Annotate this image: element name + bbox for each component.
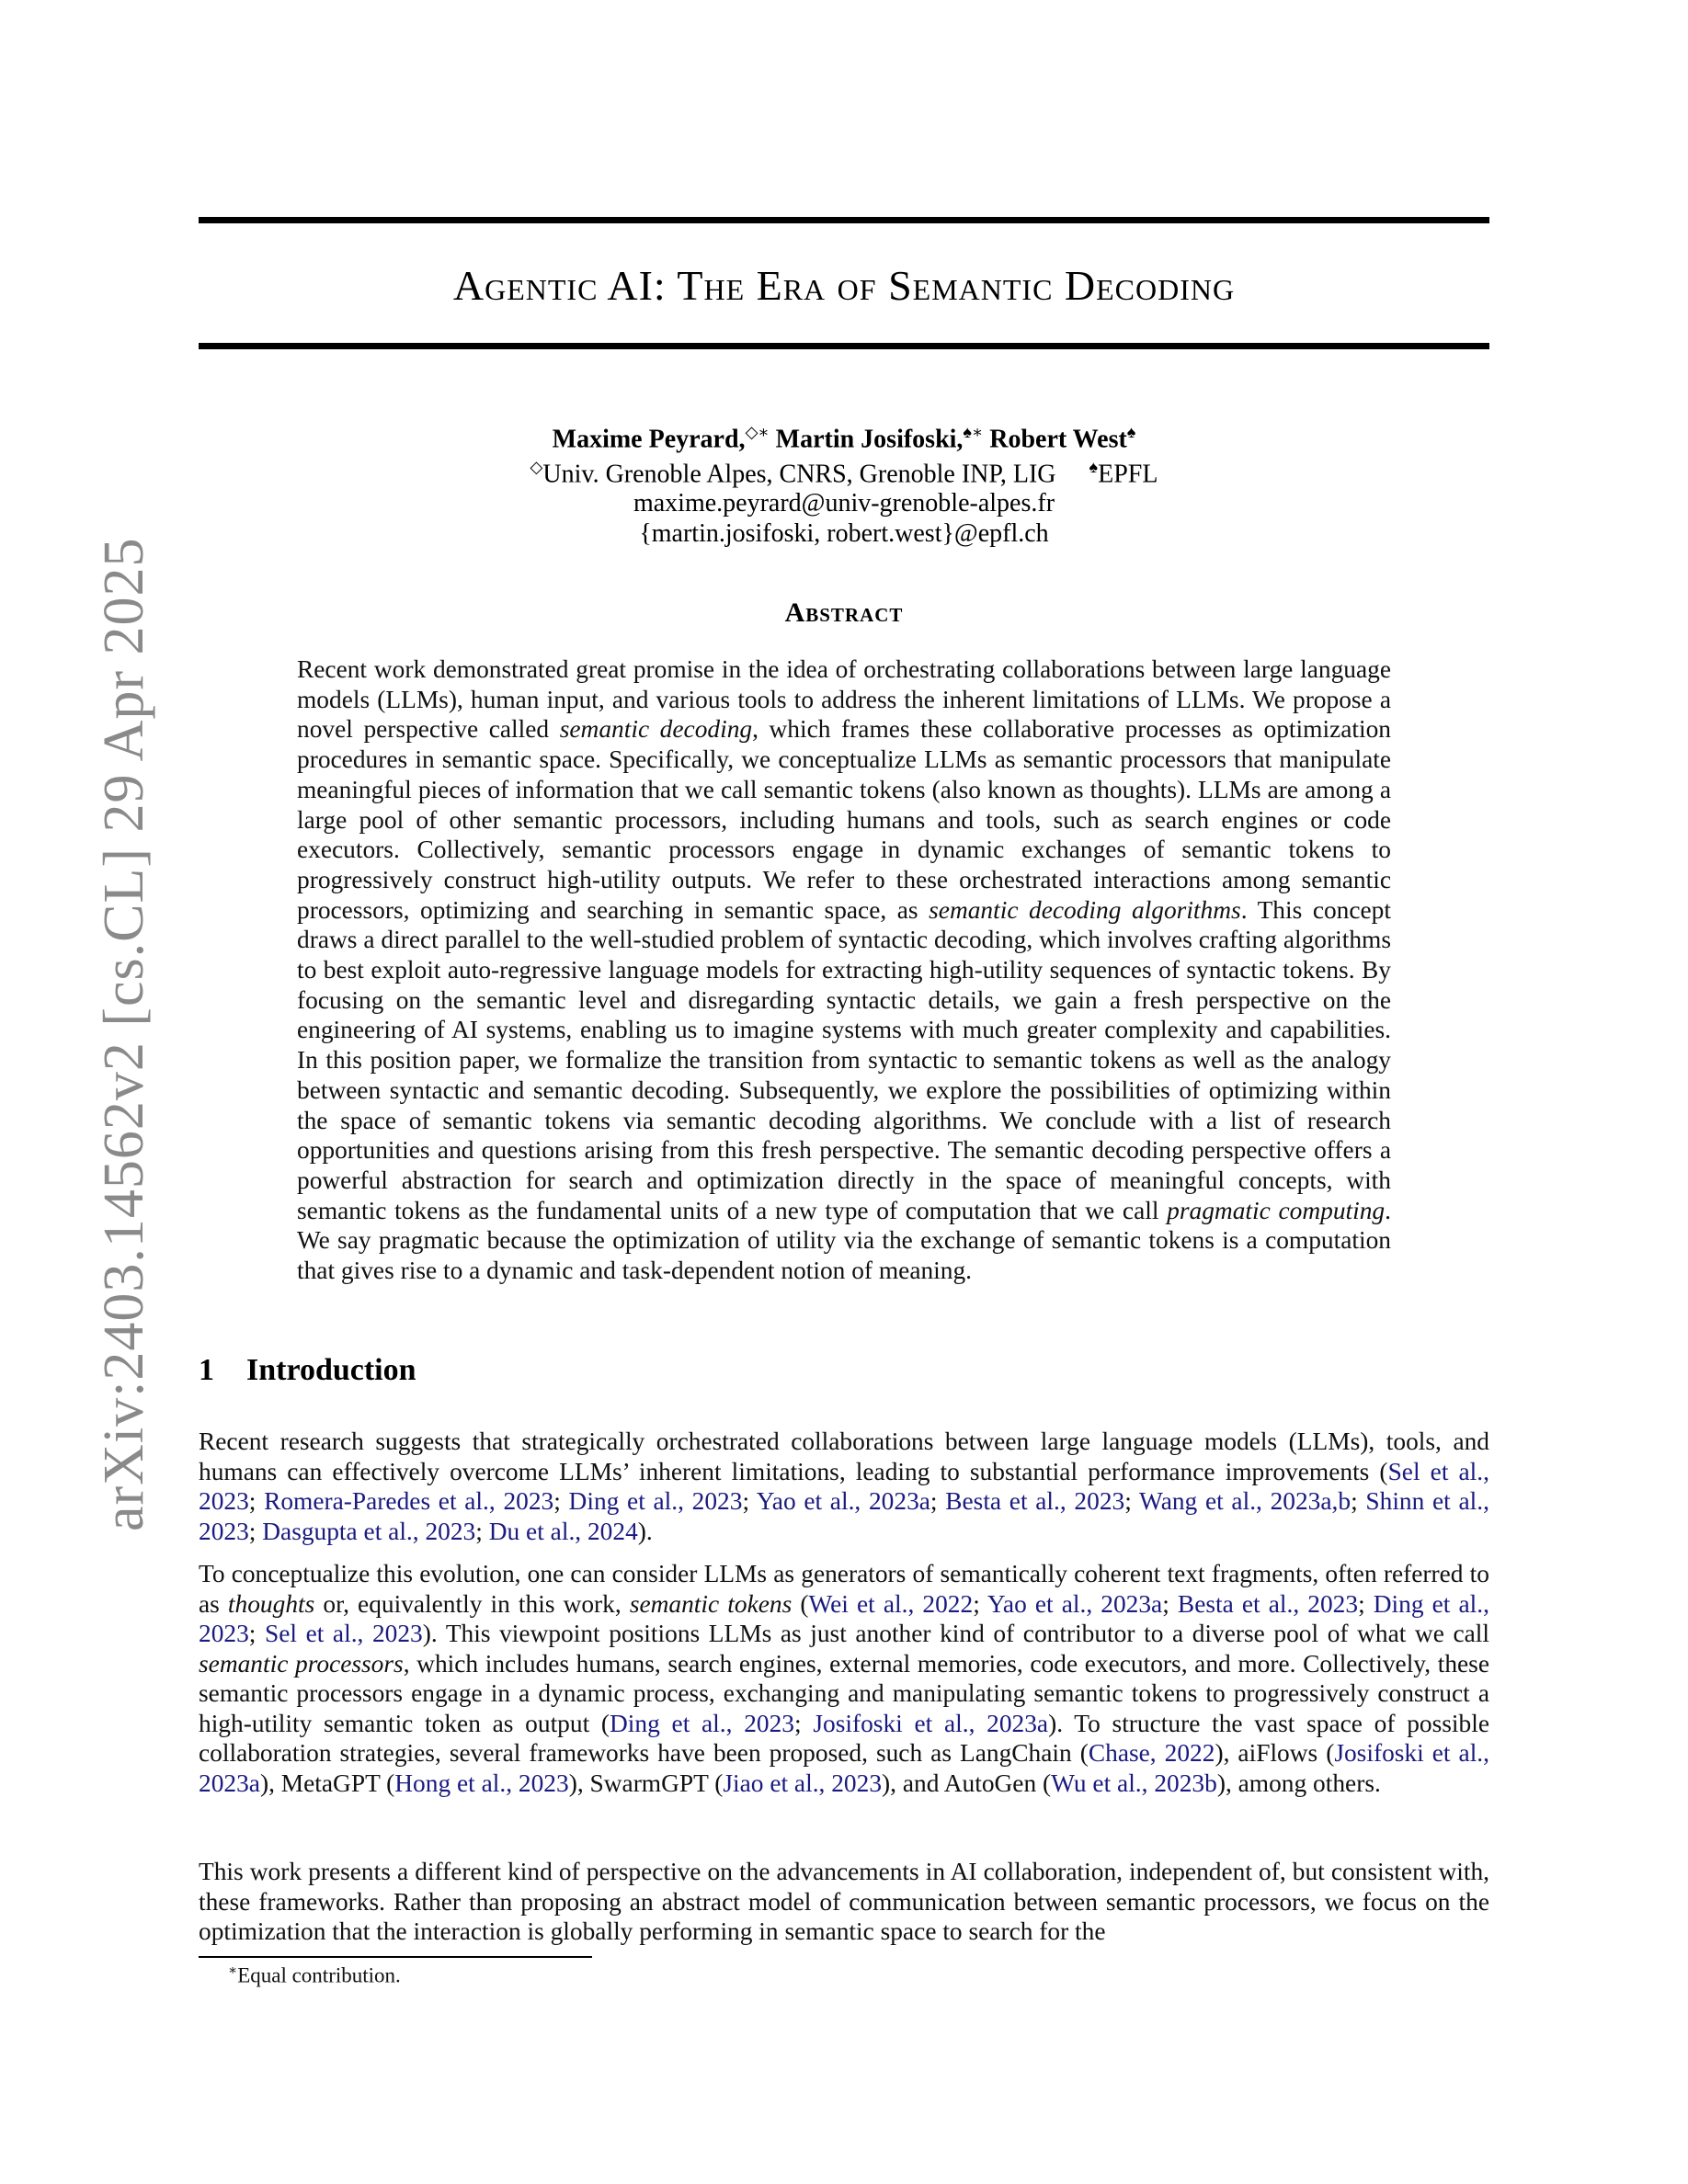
citation-link[interactable]: Wei et al., 2022 [808, 1589, 974, 1618]
title-bottom-rule [199, 343, 1489, 349]
abstract-heading: Abstract [784, 597, 904, 628]
abstract-body [297, 654, 1391, 1286]
author-marks: ◇∗ [745, 423, 770, 441]
footnote-rule [199, 1956, 592, 1958]
author-name: Robert West [989, 425, 1127, 454]
email-line[interactable]: {martin.josifoski, robert.west}@epfl.ch [639, 519, 1049, 548]
citation-link[interactable]: Sel et al., 2023 [199, 1457, 1489, 1515]
author-name: Maxime Peyrard, [552, 425, 746, 454]
footnote-mark: ∗ [228, 1963, 238, 1978]
abstract-emphasis: semantic decoding algorithms [929, 895, 1241, 924]
abstract-text: , which frames these collaborative processes as optimization procedures in semantic space. Specifically, we conceptualize LLMs as semantic processors that manipulate meaningful pieces of information that we call semantic tokens (also known as thoughts). LLMs are among a large pool of other semantic processors, including humans and tools, such as search engines or code executors. Collectively, semantic processors engage in dynamic exchanges of semantic tokens to progressively construct high-utility outputs. We refer to these orchestrated interactions among semantic processors, optimizing and searching in semantic space, as [297, 715, 1391, 924]
intro-paragraph-2: To conceptualize this evolution, one can consider LLMs as generators of semantically coherent text fragments, often referred to as thoughts or, equivalently in this work, semantic tokens (Wei et al., 2022; Yao et al., 2023a; Besta et al., 2023; Ding et al., 2023; Sel et al., 2023). This viewpoint positions LLMs as just another kind of contributor to a diverse pool of what we call semantic processors, which includes humans, search engines, external memories, code executors, and more. Collectively, these semantic processors engage in a dynamic process, exchanging and manipulating semantic tokens to progressively construct a high-utility semantic token as output (Ding et al., 2023; Josifoski et al., 2023a). To structure the vast space of possible collaboration strategies, several frameworks have been proposed, such as LangChain (Chase, 2022), aiFlows (Josifoski et al., 2023a), MetaGPT (Hong et al., 2023), SwarmGPT (Jiao et al., 2023), and AutoGen (Wu et al., 2023b), among others. [199, 1560, 1489, 1797]
citation-link[interactable]: Sel et al., 2023 [264, 1620, 423, 1647]
footnote [228, 1962, 401, 1988]
abstract-text: . We say pragmatic because the optimization of utility via the exchange of semantic tokens is a computation that gives rise to a dynamic and task-dependent notion of meaning. [297, 1196, 1391, 1285]
section-number: 1 [199, 1353, 214, 1387]
abstract-emphasis: pragmatic computing [1167, 1196, 1386, 1224]
section-heading [199, 1353, 416, 1388]
author-list [199, 423, 1489, 454]
intro-paragraph-3: This work presents a different kind of perspective on the advancements in AI collaboration, independent of, but consistent with, these frameworks. Rather than proposing an abstract model of communication between semantic processors, we focus on the optimization that the interaction is globally performing in semantic space to search for the [199, 1858, 1489, 1945]
affiliation-mark: ◇ [530, 458, 543, 476]
abstract-text: . This concept draws a direct parallel to the well-studied problem of syntactic decoding, which involves crafting algorithms to best exploit auto-regressive language models for extracting high-utility sequences of syntactic tokens. By focusing on the semantic level and disregarding syntactic details, we gain a fresh perspective on the engineering of AI systems, enabling us to imagine systems with much greater complexity and capabilities. In this position paper, we formalize the transition from syntactic to semantic tokens as well as the analogy between syntactic and semantic decoding. Subsequently, we explore the possibilities of optimizing within the space of semantic tokens via semantic decoding algorithms. We conclude with a list of research opportunities and questions arising from this fresh perspective. The semantic decoding perspective offers a powerful abstraction for search and optimization directly in the space of meaningful concepts, with semantic tokens as the fundamental units of a new type of computation that we call [297, 895, 1391, 1224]
arxiv-identifier: arXiv:2403.14562v2 [cs.CL] 29 Apr 2025 [93, 537, 155, 1531]
email-line[interactable]: maxime.peyrard@univ-grenoble-alpes.fr [633, 489, 1055, 518]
citation-link[interactable]: Ding et al., 2023 [610, 1709, 794, 1737]
citation-link[interactable]: Chase, 2022 [1088, 1739, 1215, 1767]
citation-link[interactable]: Besta et al., 2023 [945, 1487, 1125, 1515]
affiliation-mark: ♠ [1089, 458, 1099, 476]
abstract-emphasis: semantic decoding [559, 715, 753, 744]
citation-link[interactable]: Romera-Paredes et al., 2023 [264, 1487, 554, 1515]
intro-paragraph-1: Recent research suggests that strategically orchestrated collaborations between large language models (LLMs), tools, and humans can effectively overcome LLMs’ inherent limitations, leading to substantial performance improvements (Sel et al., 2023; Romera-Paredes et al., 2023; Ding et al., 2023; Yao et al., 2023a; Besta et al., 2023; Wang et al., 2023a,b; Shinn et al., 2023; Dasgupta et al., 2023; Du et al., 2024). [199, 1428, 1489, 1545]
author-marks: ♠∗ [963, 423, 984, 441]
citation-link[interactable]: Du et al., 2024 [488, 1517, 638, 1545]
citation-link[interactable]: Besta et al., 2023 [1177, 1589, 1359, 1618]
citation-link[interactable]: Wang et al., 2023a,b [1139, 1487, 1352, 1515]
affiliation-text: EPFL [1098, 460, 1158, 489]
citation-link[interactable]: Ding et al., 2023 [568, 1487, 743, 1515]
citation-link[interactable]: Dasgupta et al., 2023 [262, 1517, 476, 1545]
abstract-text: Recent work demonstrated great promise in the idea of orchestrating collaborations between large language models (LLMs), human input, and various tools to address the inherent limitations of LLMs. We propose a novel perspective called [297, 655, 1391, 744]
section-title: Introduction [246, 1353, 416, 1387]
citation-link[interactable]: Hong et al., 2023 [394, 1769, 569, 1797]
citation-link[interactable]: Josifoski et al., 2023a [199, 1739, 1489, 1797]
citation-link[interactable]: Josifoski et al., 2023a [813, 1709, 1049, 1737]
author-name: Martin Josifoski, [775, 425, 964, 454]
citation-link[interactable]: Jiao et al., 2023 [723, 1769, 883, 1797]
affiliations [199, 458, 1489, 489]
citation-link[interactable]: Ding et al., 2023 [199, 1589, 1489, 1647]
author-marks: ♠ [1126, 423, 1136, 441]
citation-link[interactable]: Yao et al., 2023a [987, 1589, 1163, 1618]
citation-link[interactable]: Wu et al., 2023b [1051, 1769, 1217, 1797]
paper-title: Agentic AI: The Era of Semantic Decoding [452, 262, 1236, 309]
citation-link[interactable]: Yao et al., 2023a [756, 1487, 930, 1515]
footnote-text: Equal contribution. [237, 1963, 401, 1987]
title-top-rule [199, 217, 1489, 223]
affiliation-text: Univ. Grenoble Alpes, CNRS, Grenoble INP, LIG [542, 460, 1056, 489]
citation-link[interactable]: Shinn et al., 2023 [199, 1487, 1489, 1545]
